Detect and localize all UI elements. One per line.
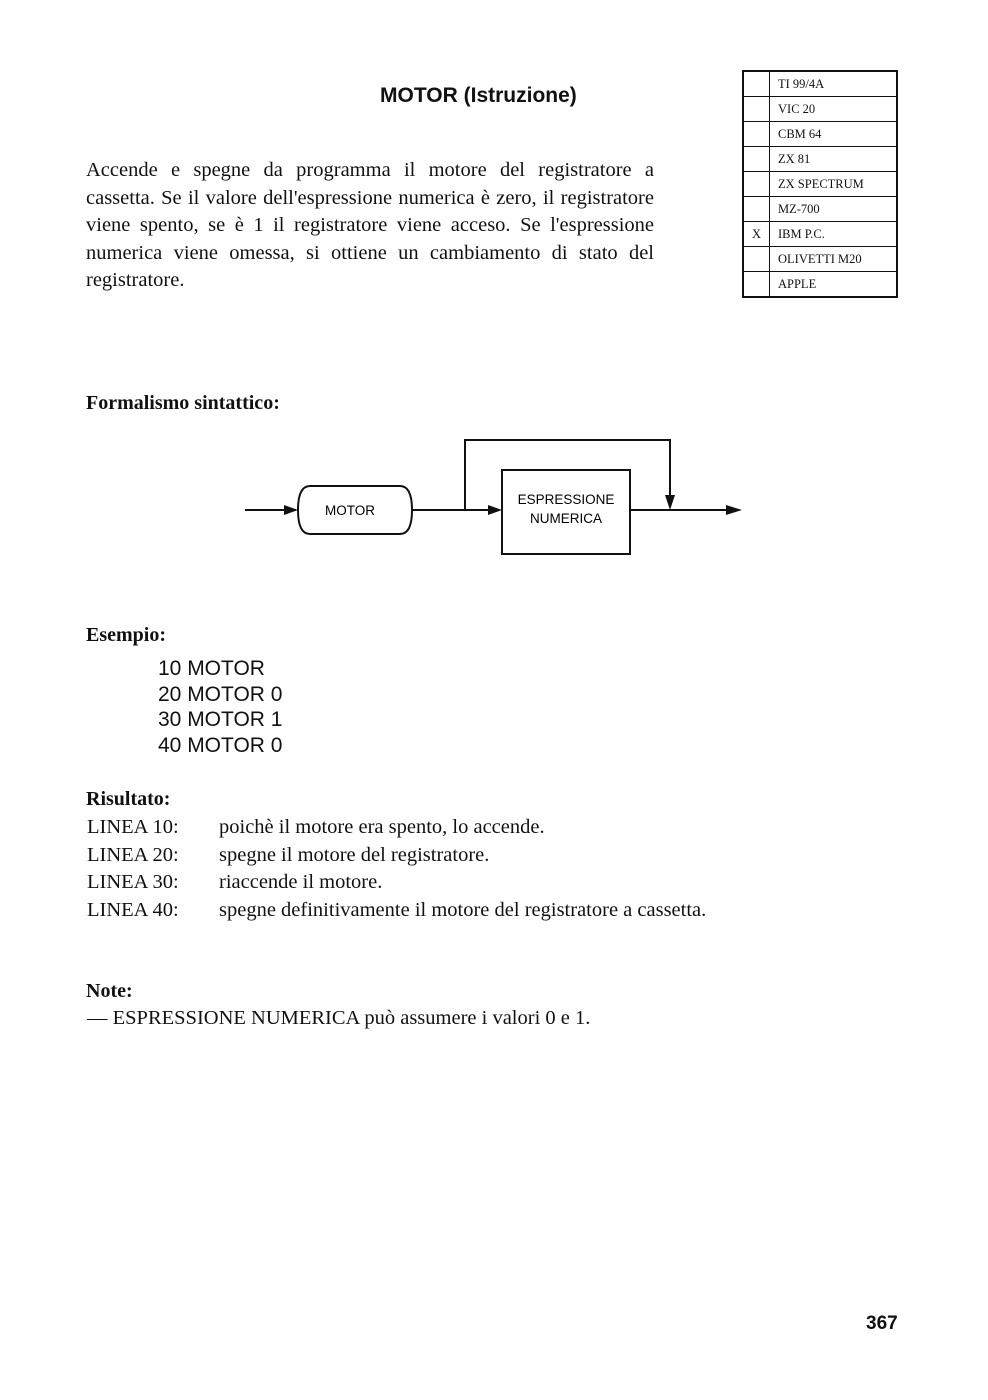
keyword-label: MOTOR — [325, 503, 375, 518]
argument-arrow-icon — [488, 505, 502, 515]
table-row — [743, 172, 897, 197]
compat-mark — [743, 197, 770, 222]
code-line: 30 MOTOR 1 — [158, 708, 283, 731]
compat-mark — [743, 147, 770, 172]
compat-name: ZX SPECTRUM — [770, 172, 898, 197]
compat-mark — [743, 122, 770, 147]
list-item — [87, 842, 706, 870]
exit-arrow-icon — [726, 505, 742, 515]
compat-mark — [743, 97, 770, 122]
compat-mark — [743, 172, 770, 197]
example-heading: Esempio: — [86, 624, 166, 646]
notes-text: — ESPRESSIONE NUMERICA può assumere i valori 0 e 1. — [87, 1007, 591, 1029]
code-line: 20 MOTOR 0 — [158, 682, 283, 706]
compat-name: MZ-700 — [770, 197, 898, 222]
table-row — [743, 222, 897, 247]
list-item — [87, 814, 706, 842]
intro-paragraph — [86, 157, 654, 295]
code-line: 40 MOTOR 0 — [158, 733, 283, 757]
compat-name: CBM 64 — [770, 122, 898, 147]
table-row — [743, 272, 897, 298]
list-item — [87, 897, 706, 925]
result-text: riaccende il motore. — [219, 871, 383, 893]
entry-arrow-icon — [284, 505, 298, 515]
syntax-diagram — [240, 432, 750, 562]
compat-name: ZX 81 — [770, 147, 898, 172]
result-list — [87, 814, 706, 924]
table-row — [743, 97, 897, 122]
compat-mark — [743, 247, 770, 272]
example-code — [158, 656, 282, 758]
notes-heading: Note: — [86, 980, 133, 1002]
list-item — [87, 869, 706, 897]
table-row — [743, 71, 897, 97]
result-heading: Risultato: — [86, 788, 171, 810]
intro-text: Accende e spegne da programma il motore del registratore a cassetta. Se il valore dell'espressione numerica è zero, il registratore viene spento, se è 1 il registratore viene acceso. Se l'espressione numerica viene omessa, si ottiene un cambiamento di stato del registratore. — [86, 159, 654, 291]
argument-label-line2: NUMERICA — [529, 511, 603, 526]
compat-name: VIC 20 — [770, 97, 898, 122]
compat-name: TI 99/4A — [770, 71, 898, 97]
table-row — [743, 247, 897, 272]
result-label: LINEA 30: — [87, 871, 179, 893]
page-title: MOTOR (Istruzione) — [380, 84, 577, 107]
compat-name: OLIVETTI M20 — [770, 247, 898, 272]
result-text: poichè il motore era spento, lo accende. — [219, 816, 545, 838]
table-row — [743, 147, 897, 172]
code-line: 10 MOTOR — [158, 657, 265, 680]
result-text: spegne definitivamente il motore del registratore a cassetta. — [219, 898, 707, 921]
compat-mark — [743, 272, 770, 298]
table-row — [743, 197, 897, 222]
bypass-arrow-icon — [665, 495, 675, 510]
compat-mark: X — [743, 222, 770, 247]
argument-label-line1: ESPRESSIONE — [517, 492, 615, 507]
result-label: LINEA 40: — [87, 898, 179, 921]
result-label: LINEA 10: — [87, 816, 179, 838]
result-text: spegne il motore del registratore. — [219, 843, 490, 866]
table-row — [743, 122, 897, 147]
compat-name: IBM P.C. — [770, 222, 898, 247]
compat-mark — [743, 71, 770, 97]
syntax-heading: Formalismo sintattico: — [86, 392, 280, 414]
compat-name: APPLE — [770, 272, 898, 298]
result-label: LINEA 20: — [87, 843, 179, 866]
compatibility-table — [742, 70, 898, 298]
page-number: 367 — [866, 1313, 898, 1334]
